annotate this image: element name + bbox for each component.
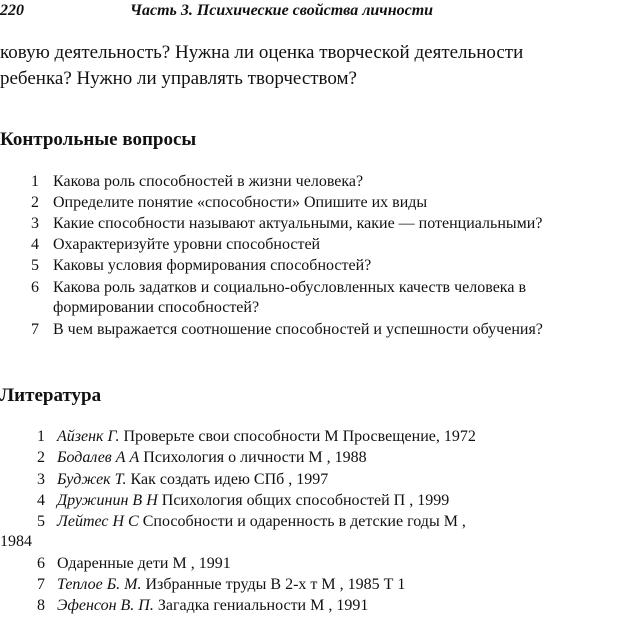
literature-heading: Литература: [0, 385, 102, 406]
reference-author: Бодалев А А: [57, 449, 140, 466]
question-item: [0, 214, 542, 234]
reference-author: Айзенк Г.: [57, 428, 120, 445]
intro-line: ребенка? Нужно ли управлять творчеством?: [0, 68, 357, 89]
reference-text: Загадка гениальности М , 1991: [153, 597, 369, 614]
reference-text: Проверьте свои способности М Просвещение, 1972: [119, 428, 476, 445]
reference-number: 1: [37, 428, 45, 445]
reference-item: [0, 575, 405, 595]
reference-text-continued: 1984: [0, 533, 32, 550]
question-number: 4: [31, 236, 39, 253]
question-text: Определите понятие «способности» Опишите их виды: [53, 194, 428, 211]
questions-heading: Контрольные вопросы: [0, 129, 197, 150]
question-text: В чем выражается соотношение способностей и успешности обучения?: [53, 321, 543, 338]
question-text: Охарактеризуйте уровни способностей: [53, 236, 321, 253]
reference-text: Как создать идею СПб , 1997: [126, 471, 329, 488]
question-text: Каковы условия формирования способностей?: [53, 257, 372, 274]
question-text: Какие способности называют актуальными, какие — потенциальными?: [53, 215, 543, 232]
reference-text: Психология о личности М , 1988: [139, 449, 367, 466]
question-number: 1: [31, 173, 39, 190]
reference-text: Способности и одаренность в детские годы М ,: [138, 513, 466, 530]
question-item: [0, 235, 320, 255]
question-number: 7: [31, 321, 39, 338]
reference-text: Одаренные дети М , 1991: [57, 555, 231, 572]
page-number: 220: [0, 2, 24, 19]
reference-author: Дружинин В Н: [57, 492, 158, 509]
question-number: 5: [31, 257, 39, 274]
question-item: [0, 172, 363, 192]
reference-item: [0, 512, 466, 552]
reference-author: Буджек Т.: [57, 471, 127, 488]
question-item: [0, 256, 371, 276]
reference-number: 6: [37, 555, 45, 572]
question-item: [0, 320, 543, 340]
intro-paragraph: [0, 40, 615, 92]
running-header: [0, 1, 620, 21]
question-number: 6: [31, 279, 39, 296]
reference-number: 8: [37, 597, 45, 614]
reference-number: 2: [37, 449, 45, 466]
question-number: 3: [31, 215, 39, 232]
reference-number: 3: [37, 471, 45, 488]
reference-number: 5: [37, 513, 45, 530]
question-item: [0, 278, 526, 318]
reference-item: [0, 427, 476, 447]
chapter-title: Часть 3. Психические свойства личности: [130, 2, 434, 19]
reference-author: Эфенсон В. П.: [57, 597, 154, 614]
reference-item: [0, 596, 368, 616]
reference-text: Психология общих способностей П , 1999: [157, 492, 450, 509]
question-number: 2: [31, 194, 39, 211]
intro-line: ковую деятельность? Нужна ли оценка творческой деятельности: [0, 42, 524, 63]
reference-item: [0, 470, 328, 490]
question-text: Какова роль способностей в жизни человека?: [53, 173, 364, 190]
reference-item: [0, 491, 449, 511]
reference-author: Теплое Б. М.: [57, 576, 142, 593]
question-text: Какова роль задатков и социально-обусловленных качеств человека в: [53, 279, 526, 296]
reference-text: Избранные труды В 2-х т М , 1985 Т 1: [141, 576, 406, 593]
reference-number: 7: [37, 576, 45, 593]
question-item: [0, 193, 427, 213]
reference-author: Лейтес Н С: [57, 513, 139, 530]
question-text-continued: формировании способностей?: [53, 299, 260, 316]
reference-item: [0, 554, 231, 574]
reference-number: 4: [37, 492, 45, 509]
reference-item: [0, 448, 367, 468]
